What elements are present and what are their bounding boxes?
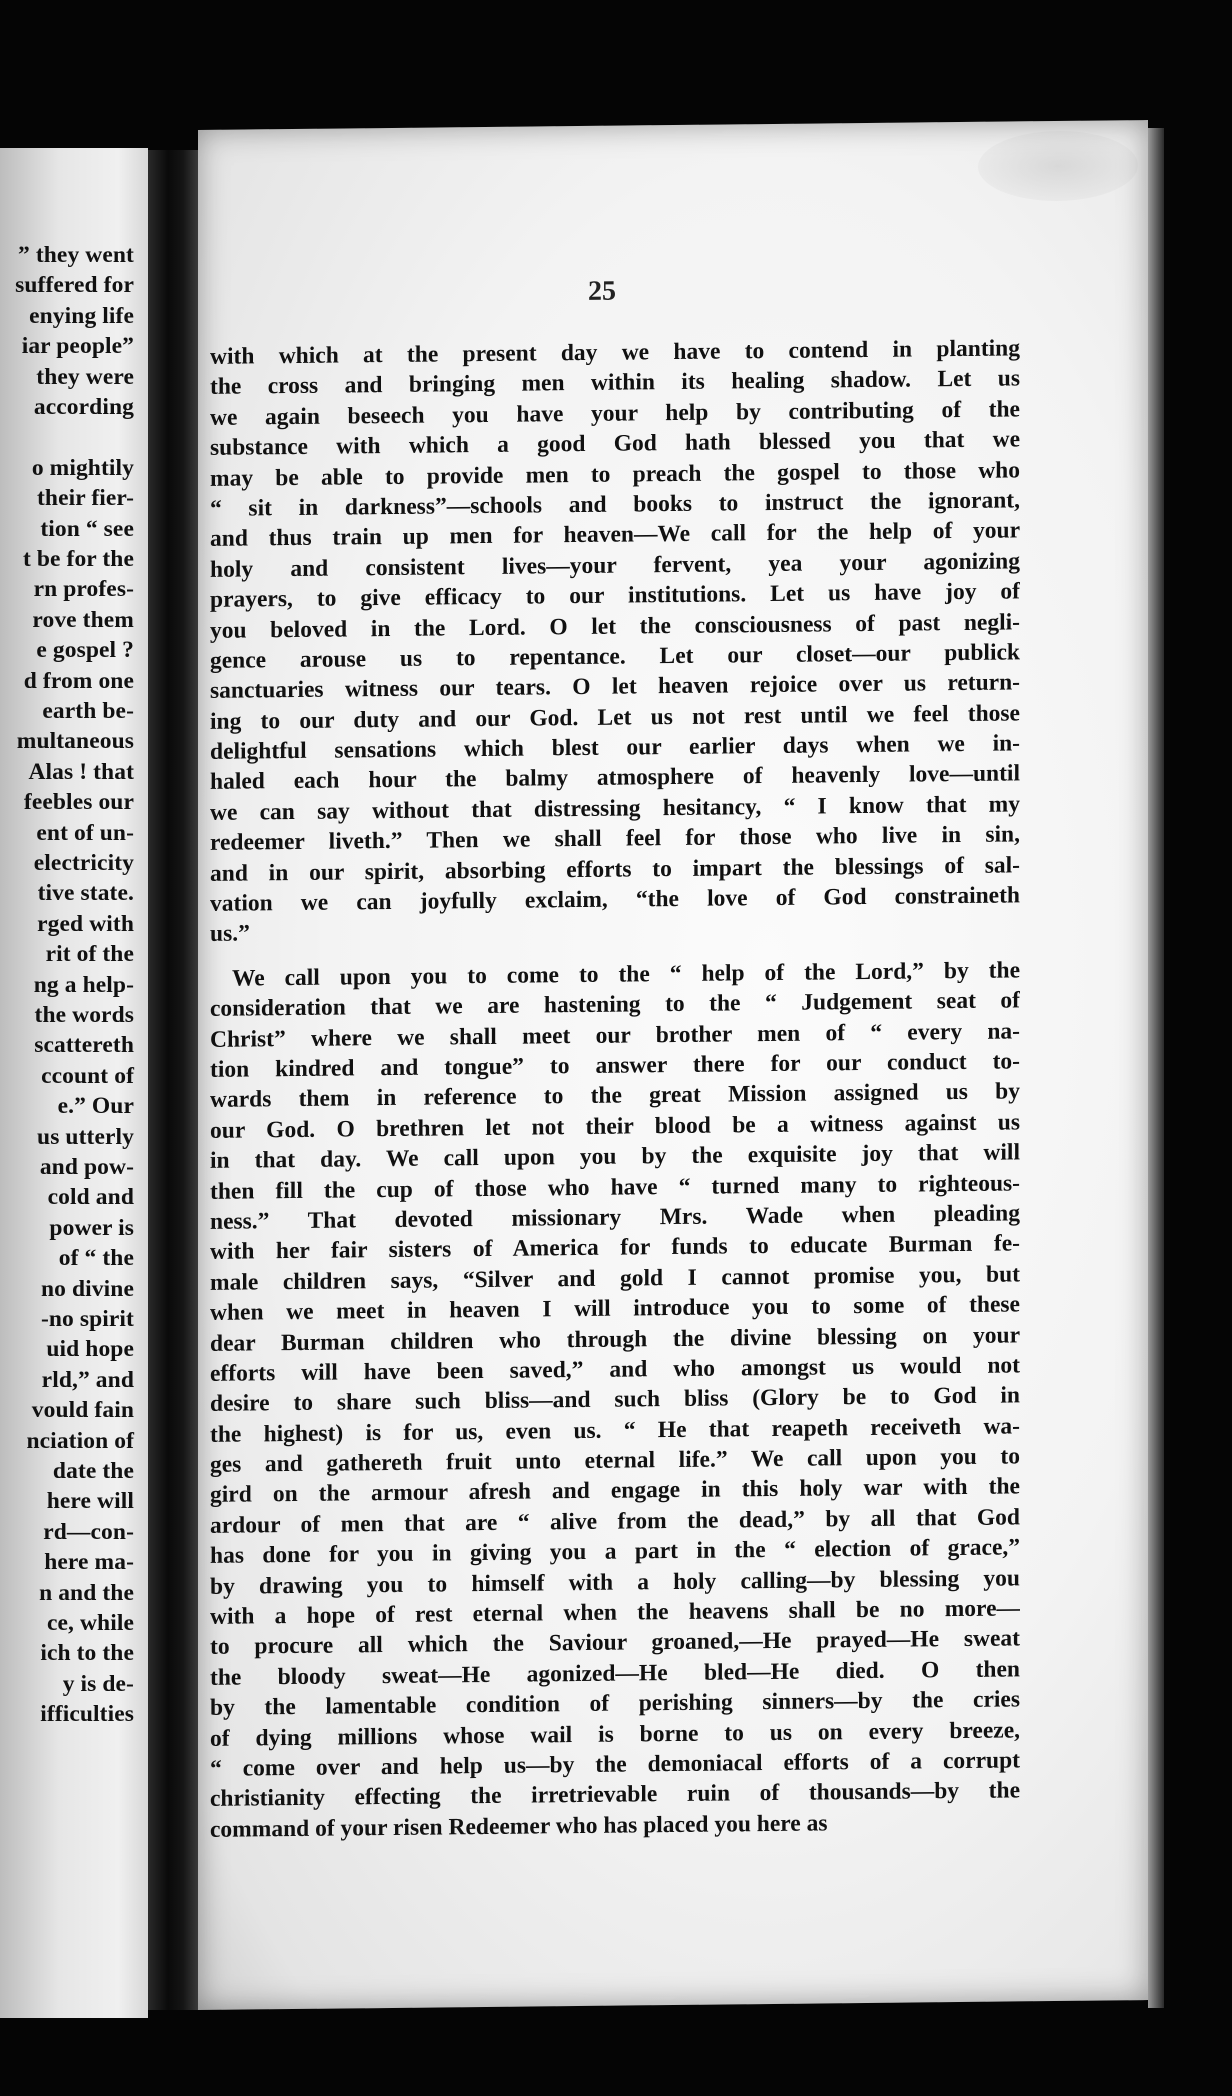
text-line: “ sit in darkness”—schools and books to instruct the ignorant,	[210, 487, 1020, 522]
left-page-line: and pow-	[39, 1154, 134, 1180]
left-page-line: e.” Our	[57, 1093, 134, 1120]
left-page-line: ce, while	[46, 1610, 134, 1636]
paragraph	[210, 955, 1020, 1845]
left-page-line: the words	[34, 1002, 134, 1028]
left-page-line: cold and	[47, 1184, 134, 1211]
text-line: delightful sensations which blest our earlier days when we in-	[210, 730, 1020, 765]
left-page-line: tion “ see	[40, 515, 134, 542]
left-page-line: according	[33, 394, 134, 420]
left-page-line: ich to the	[40, 1640, 134, 1667]
text-line: efforts will have been saved,” and who amongst us would not	[210, 1352, 1020, 1387]
text-line: with her fair sisters of America for funds to educate Burman fe-	[210, 1230, 1020, 1266]
left-page-line: n and the	[39, 1579, 134, 1606]
left-page-line: tive state.	[37, 880, 134, 907]
text-line: and thus train up men for heaven—We call for the help of your	[210, 517, 1020, 553]
text-line: gird on the armour afresh and engage in this holy war with the	[210, 1473, 1020, 1509]
left-page-line: they were	[36, 363, 134, 390]
text-line: Christ” where we shall meet our brother men of “ every na-	[210, 1017, 1020, 1053]
left-page-line: vould fain	[31, 1397, 134, 1424]
text-line: when we meet in heaven I will introduce you to some of these	[210, 1291, 1020, 1326]
left-page-line: e gospel ?	[36, 637, 134, 664]
text-line: gence arouse us to repentance. Let our closet—our publick	[210, 639, 1020, 674]
left-page-fragment	[0, 148, 148, 2018]
text-line: by drawing you to himself with a holy calling—by blessing you	[210, 1565, 1020, 1600]
text-line: prayers, to give efficacy to our institutions. Let us have joy of	[210, 578, 1020, 613]
left-page-line: feebles our	[23, 789, 134, 816]
text-line: our God. O brethren let not their blood be a witness against us	[210, 1109, 1020, 1144]
text-line: we can say without that distressing hesitancy, “ I know that my	[210, 791, 1020, 826]
text-line: redeemer liveth.” Then we shall feel for those who live in sin,	[210, 821, 1020, 857]
left-page-line: suffered for	[15, 272, 134, 299]
text-line: consideration that we are hastening to the “ Judgement seat of	[210, 987, 1020, 1023]
text-line: the bloody sweat—He agonized—He bled—He died. O then	[210, 1656, 1020, 1691]
left-page-line: t be for the	[22, 546, 134, 572]
left-page-line: rged with	[37, 910, 134, 937]
text-line: the highest) is for us, even us. “ He that reapeth receiveth wa-	[210, 1413, 1020, 1448]
left-page-line: ng a help-	[33, 971, 134, 998]
text-line: may be able to provide men to preach the gospel to those who	[210, 456, 1020, 492]
left-page-line: y is de-	[62, 1670, 134, 1697]
left-page-line: o mightily	[31, 454, 134, 481]
text-line: has done for you in giving you a part in the “ election of grace,”	[210, 1534, 1020, 1570]
text-line: haled each hour the balmy atmosphere of heavenly love—until	[210, 760, 1020, 796]
left-page-line: rn profes-	[33, 576, 134, 603]
text-line: ges and gathereth fruit unto eternal life.” We call upon you to	[210, 1443, 1020, 1478]
main-page	[198, 120, 1148, 2010]
text-line: of dying millions whose wail is borne to us on every breeze,	[210, 1716, 1020, 1752]
text-line: wards them in reference to the great Mission assigned us by	[210, 1078, 1020, 1114]
left-page-line: their fier-	[36, 485, 134, 512]
left-page-line: us utterly	[37, 1123, 134, 1150]
left-page-line: uid hope	[46, 1336, 134, 1363]
text-line: desire to share such bliss—and such bliss (Glory be to God in	[210, 1382, 1020, 1418]
text-line: dear Burman children who through the divine blessing on your	[210, 1321, 1020, 1357]
left-page-line: power is	[49, 1214, 134, 1241]
paragraph	[210, 333, 1020, 949]
left-page-line: nciation of	[26, 1427, 134, 1454]
left-page-line: of “ the	[58, 1245, 134, 1272]
text-line: by the lamentable condition of perishing sinners—by the cries	[210, 1686, 1020, 1722]
left-page-line: scattereth	[34, 1032, 134, 1059]
text-line: ness.” That devoted missionary Mrs. Wade when pleading	[210, 1200, 1020, 1235]
left-page-line: enying life	[29, 302, 134, 329]
text-line: you beloved in the Lord. O let the consciousness of past negli-	[210, 608, 1020, 644]
text-line: substance with which a good God hath blessed you that we	[210, 426, 1020, 462]
left-page-line: date the	[52, 1458, 134, 1484]
left-page-line: earth be-	[42, 698, 134, 724]
text-line: we again beseech you have your help by contributing of the	[210, 396, 1020, 431]
text-line: We call upon you to come to the “ help of the Lord,” by the	[232, 957, 1020, 992]
left-page-line: rove them	[32, 606, 134, 633]
left-page-line: rd—con-	[43, 1518, 134, 1545]
text-line: the cross and bringing men within its healing shadow. Let us	[210, 365, 1020, 401]
text-line: ardour of men that are “ alive from the dead,” by all that God	[210, 1504, 1020, 1539]
text-line: christianity effecting the irretrievable ruin of thousands—by the	[210, 1777, 1020, 1813]
left-page-line: ent of un-	[36, 819, 134, 846]
left-page-line: ” they went	[18, 242, 134, 268]
text-line: sanctuaries witness our tears. O let heaven rejoice over us return-	[210, 669, 1020, 705]
left-page-line: iar people”	[21, 333, 134, 360]
text-line: with which at the present day we have to contend in planting	[210, 335, 1020, 370]
text-line: male children says, “Silver and gold I cannot promise you, but	[210, 1261, 1020, 1296]
left-page-line: rit of the	[45, 941, 134, 968]
page-body-text	[210, 333, 1020, 1845]
left-page-line: no divine	[41, 1275, 134, 1302]
left-page-line: Alas ! that	[28, 758, 134, 785]
text-line: then fill the cup of those who have “ turned many to righteous-	[210, 1169, 1020, 1205]
left-page-line: ifficulties	[40, 1701, 134, 1728]
text-line: ing to our duty and our God. Let us not rest until we feel those	[210, 700, 1020, 735]
left-page-line: -no spirit	[40, 1306, 134, 1332]
text-line: us.”	[210, 920, 250, 948]
left-page-line: here will	[46, 1488, 134, 1515]
page-edge	[1148, 128, 1164, 2008]
text-line: to procure all which the Saviour groaned,—He prayed—He sweat	[210, 1625, 1020, 1661]
left-page-line: rld,” and	[41, 1366, 134, 1393]
left-page-line: d from one	[23, 667, 134, 694]
text-line: tion kindred and tongue” to answer there for our conduct to-	[210, 1048, 1020, 1083]
left-page-line: here ma-	[44, 1549, 134, 1576]
text-line: “ come over and help us—by the demoniacal efforts of a corrupt	[210, 1747, 1020, 1782]
left-page-line: ccount of	[41, 1062, 134, 1089]
text-line: in that day. We call upon you by the exquisite joy that will	[210, 1139, 1020, 1175]
text-line: vation we can joyfully exclaim, “the love of God constraineth	[210, 882, 1020, 917]
text-line: holy and consistent lives—your fervent, yea your agonizing	[210, 548, 1020, 583]
water-stain	[978, 130, 1138, 202]
left-page-line: electricity	[33, 850, 134, 876]
text-line: with a hope of rest eternal when the heavens shall be no more—	[210, 1595, 1020, 1630]
text-line: and in our spirit, absorbing efforts to impart the blessings of sal-	[210, 852, 1020, 887]
left-page-line: multaneous	[16, 728, 134, 755]
page-number: 25	[588, 275, 616, 307]
book-gutter	[148, 150, 198, 2010]
text-line: command of your risen Redeemer who has placed you here as	[210, 1810, 828, 1843]
